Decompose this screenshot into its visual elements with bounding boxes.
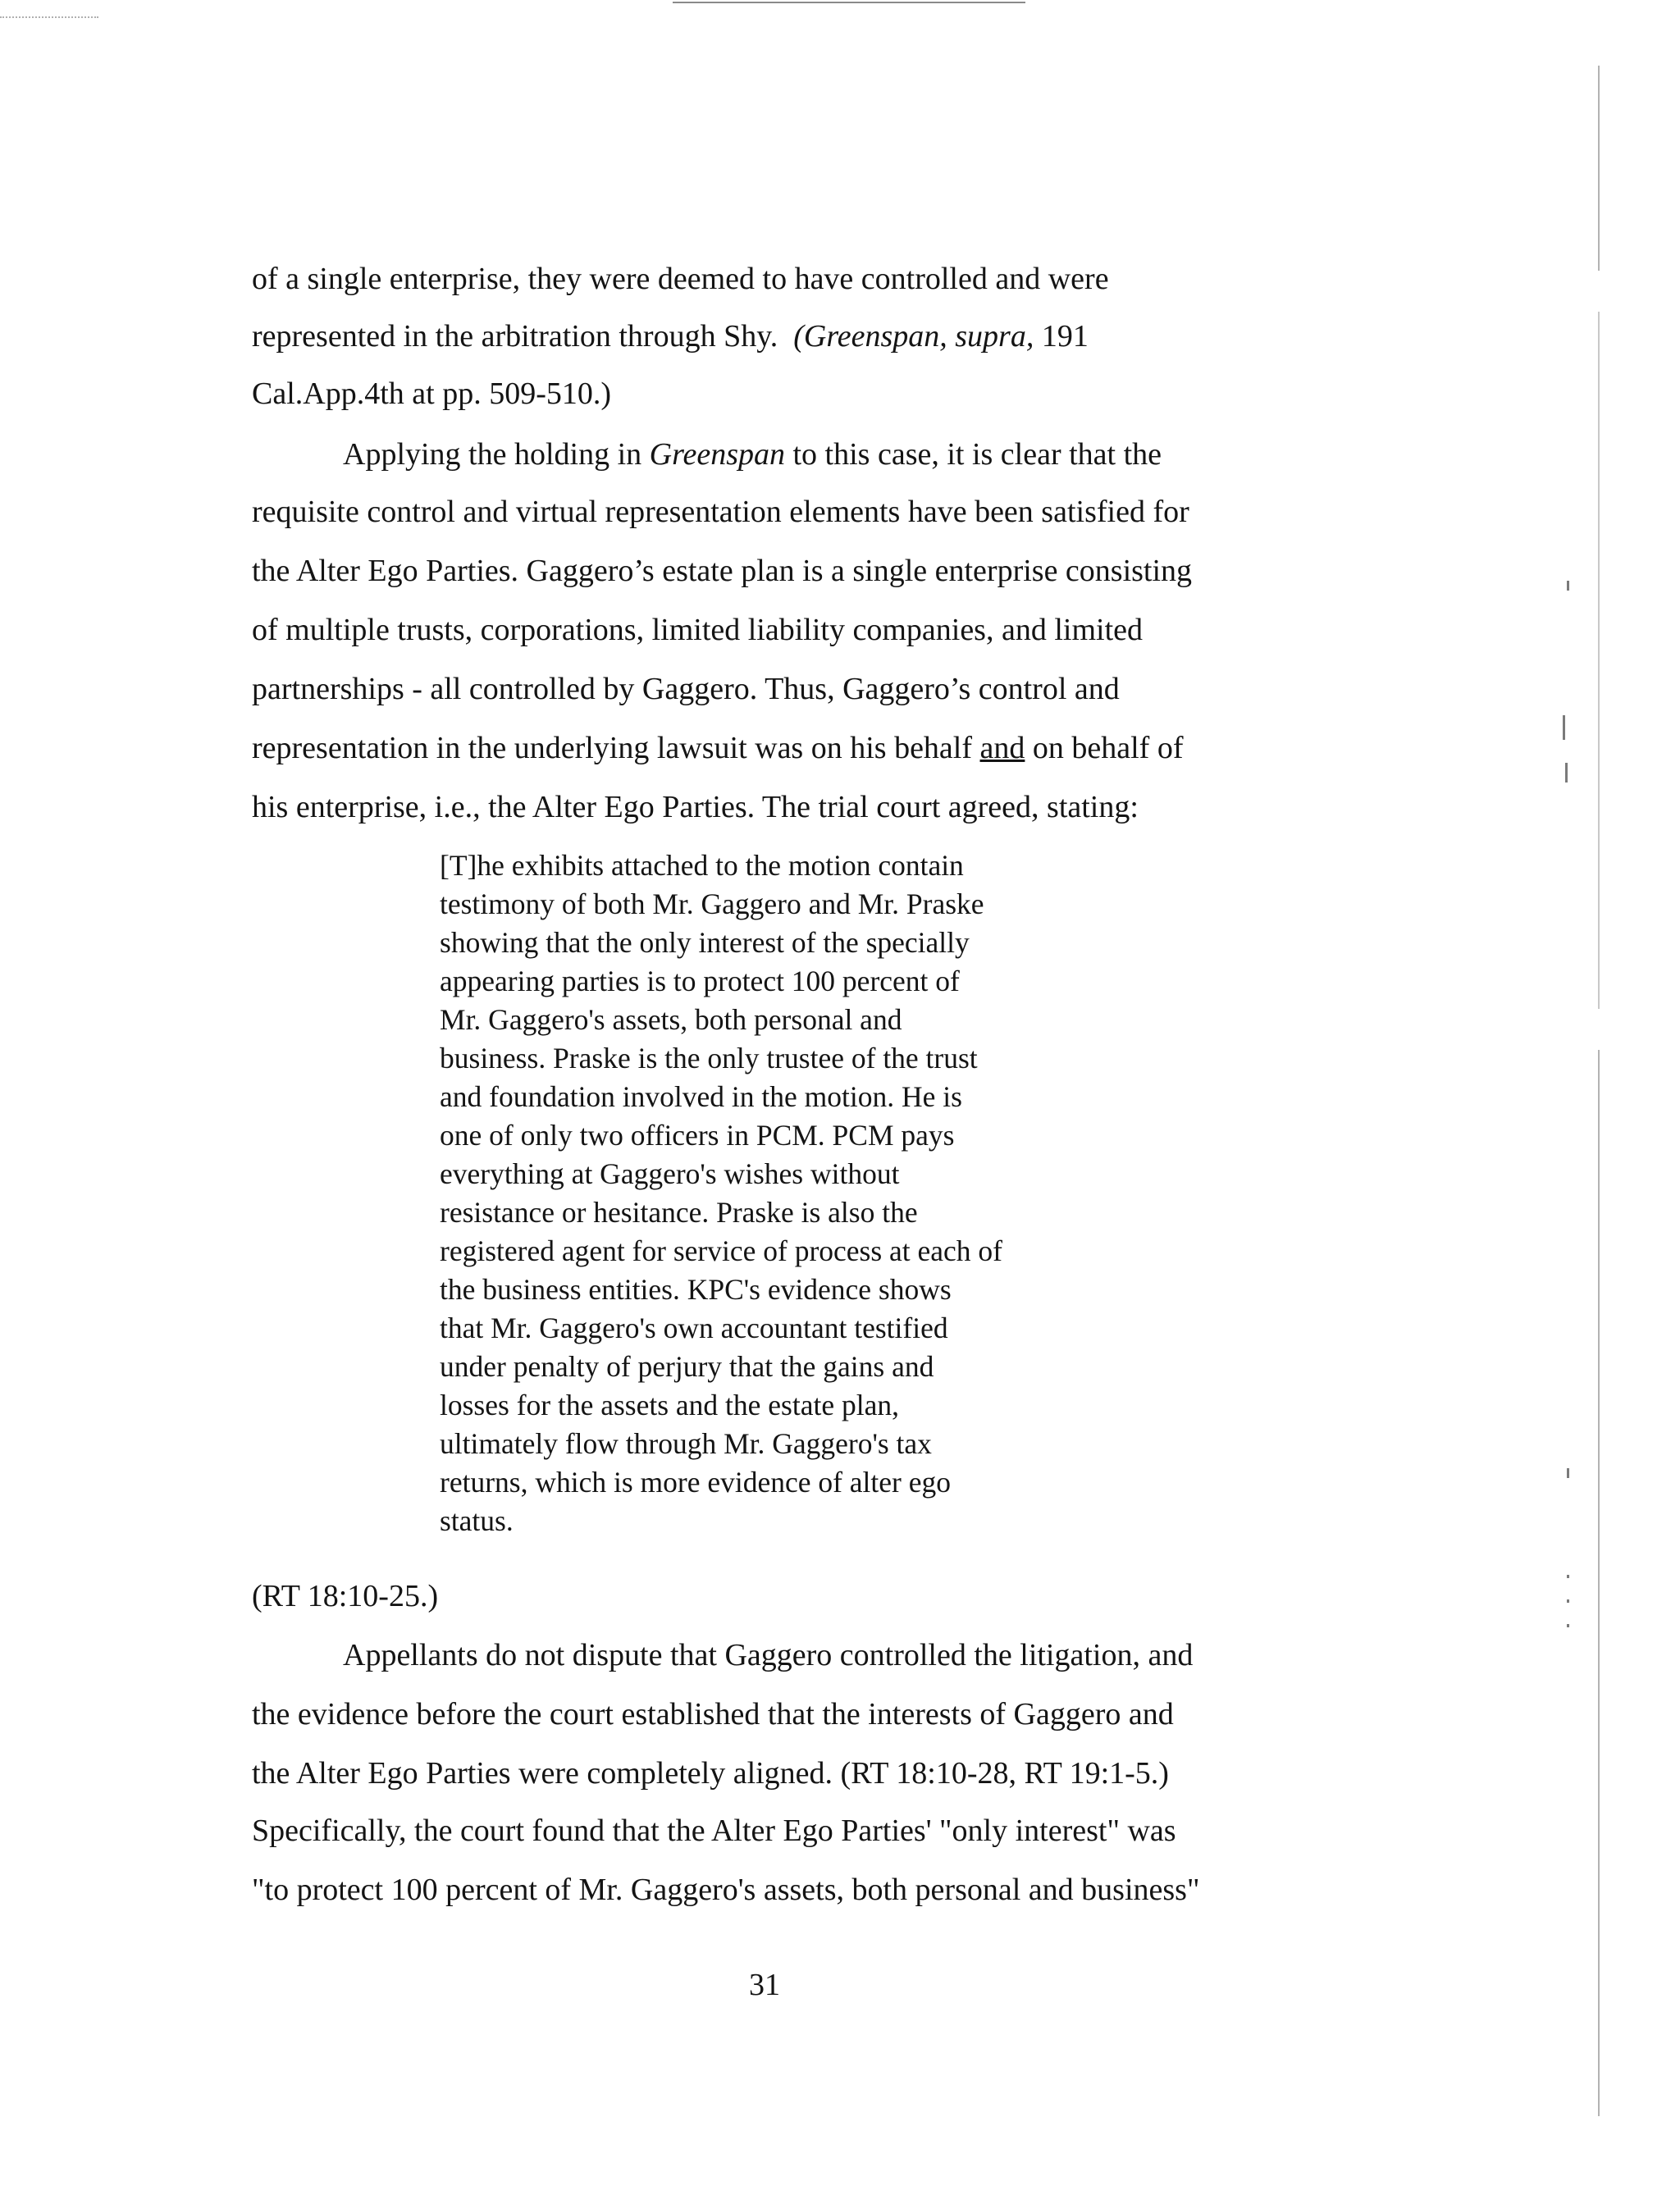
body-line-3: Cal.App.4th at pp. 509-510.) [252, 376, 612, 411]
record-citation: (RT 18:10-25.) [252, 1579, 439, 1613]
block-quote-line: appearing parties is to protect 100 percent of [440, 965, 960, 997]
block-quote-line: Mr. Gaggero's assets, both personal and [440, 1003, 902, 1036]
body-line-5: requisite control and virtual representation elements have been satisfied for [252, 495, 1189, 529]
block-quote-line: losses for the assets and the estate plan, [440, 1389, 899, 1421]
body-line-2-text: represented in the arbitration through Shy. [252, 319, 778, 354]
block-quote-line: registered agent for service of process at each of [440, 1234, 1002, 1267]
block-quote-line: [T]he exhibits attached to the motion contain [440, 849, 964, 882]
scan-edge-line [1598, 66, 1600, 2116]
body-line-2 [252, 317, 1277, 356]
body-line-9-text: representation in the underlying lawsuit was on his behalf [252, 731, 973, 765]
scan-edge-mark [1563, 715, 1565, 740]
block-quote-line: showing that the only interest of the specially [440, 926, 970, 959]
body-line-7: of multiple trusts, corporations, limited liability companies, and limited [252, 613, 1143, 647]
block-quote-line: resistance or hesitance. Praske is also the [440, 1196, 918, 1229]
scan-edge-mark [1567, 1599, 1569, 1603]
block-quote-line: status. [440, 1504, 514, 1537]
block-quote-line: everything at Gaggero's wishes without [440, 1157, 900, 1190]
block-quote-line: that Mr. Gaggero's own accountant testified [440, 1312, 948, 1344]
scan-edge-mark [1567, 1468, 1569, 1478]
closing-line-3: the Alter Ego Parties were completely aligned. (RT 18:10-28, RT 19:1-5.) [252, 1756, 1169, 1791]
body-line-4-text: Applying the holding in [343, 437, 642, 472]
body-line-1: of a single enterprise, they were deemed to have controlled and were [252, 262, 1109, 296]
scan-edge-mark [1567, 1624, 1569, 1627]
body-line-9-tail: on behalf of [1032, 731, 1184, 765]
scan-artifact-left [0, 16, 98, 18]
block-quote-line: one of only two officers in PCM. PCM pays [440, 1119, 955, 1152]
scan-edge-mark [1567, 581, 1569, 591]
scan-artifact-top [673, 2, 1025, 3]
closing-line-4: Specifically, the court found that the Alter Ego Parties' "only interest" was [252, 1814, 1176, 1848]
case-citation-italic: (Greenspan, supra, [793, 319, 1034, 354]
block-quote-line: and foundation involved in the motion. He is [440, 1080, 962, 1113]
case-name-italic: Greenspan [649, 437, 785, 472]
page-number: 31 [749, 1968, 780, 2002]
block-quote-line: the business entities. KPC's evidence shows [440, 1273, 952, 1306]
block-quote-line: returns, which is more evidence of alter ego [440, 1466, 951, 1499]
body-line-6: the Alter Ego Parties. Gaggero’s estate plan is a single enterprise consisting [252, 554, 1193, 588]
block-quote-line: testimony of both Mr. Gaggero and Mr. Praske [440, 887, 984, 920]
body-line-4-tail: to this case, it is clear that the [792, 437, 1162, 472]
block-quote-line: under penalty of perjury that the gains and [440, 1350, 934, 1383]
underlined-and: and [979, 731, 1025, 765]
body-line-8: partnerships - all controlled by Gaggero. Thus, Gaggero’s control and [252, 672, 1120, 706]
scan-edge-mark [1567, 1575, 1569, 1578]
body-line-10: his enterprise, i.e., the Alter Ego Parties. The trial court agreed, stating: [252, 790, 1139, 824]
closing-line-1: Appellants do not dispute that Gaggero controlled the litigation, and [343, 1638, 1194, 1672]
body-line-4 [343, 435, 1368, 474]
closing-line-2: the evidence before the court established that the interests of Gaggero and [252, 1697, 1174, 1731]
body-line-9 [252, 728, 1277, 768]
scan-edge-mark [1565, 763, 1568, 782]
block-quote-line: ultimately flow through Mr. Gaggero's tax [440, 1427, 932, 1460]
block-quote-line: business. Praske is the only trustee of the trust [440, 1042, 978, 1074]
closing-line-5: "to protect 100 percent of Mr. Gaggero's assets, both personal and business" [252, 1873, 1200, 1907]
citation-volume: 191 [1041, 319, 1089, 354]
